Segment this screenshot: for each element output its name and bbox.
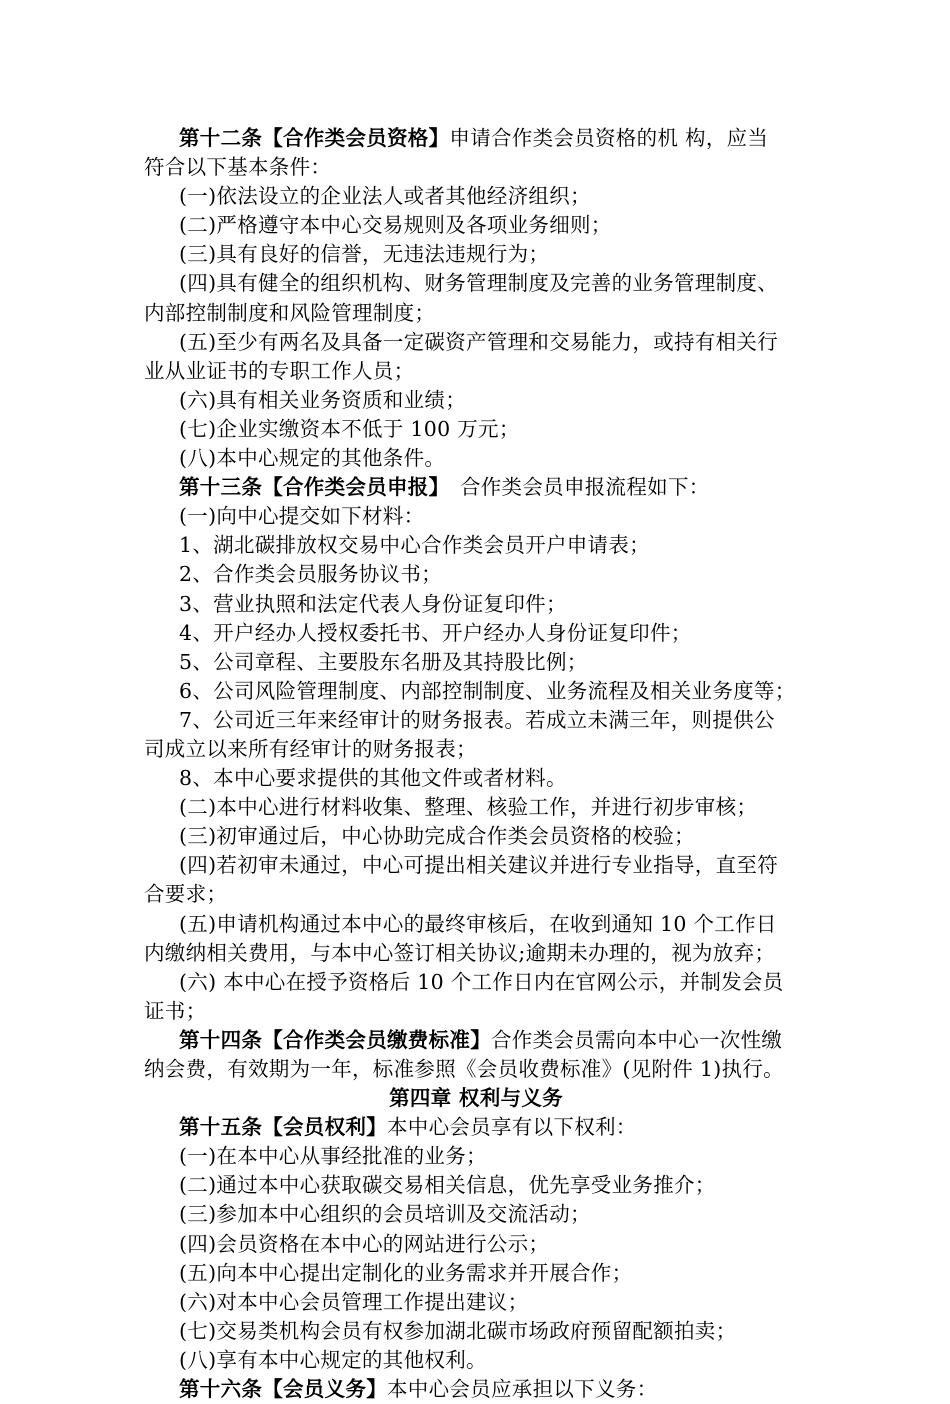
art13-item-1: (一)向中心提交如下材料： <box>179 504 425 529</box>
art15-item-7: (七)交易类机构会员有权参加湖北碳市场政府预留配额拍卖； <box>179 1318 737 1343</box>
art12-item-6: (六)具有相关业务资质和业绩； <box>179 387 466 412</box>
art13-material-4: 4、开户经办人授权委托书、开户经办人身份证复印件； <box>179 620 692 645</box>
art13-item-5b: 内缴纳相关费用，与本中心签订相关协议;逾期未办理的，视为放弃； <box>144 940 776 965</box>
art13-material-7b: 司成立以来所有经审计的财务报表； <box>144 736 477 761</box>
art13-item-4a: (四)若初审未通过，中心可提出相关建议并进行专业指导，直至符 <box>179 853 778 878</box>
art12-title: 第十二条【合作类会员资格】 <box>179 126 450 150</box>
art12-item-4b: 内部控制制度和风险管理制度； <box>144 300 436 325</box>
art13-material-3: 3、营业执照和法定代表人身份证复印件； <box>179 591 567 616</box>
chapter-heading: 第四章 权利与义务 <box>389 1086 563 1111</box>
art13-item-6a: (六) 本中心在授予资格后 10 个工作日内在官网公示，并制发会员 <box>179 969 784 994</box>
art15-item-1: (一)在本中心从事经批准的业务； <box>179 1144 487 1169</box>
art13-material-6: 6、公司风险管理制度、内部控制制度、业务流程及相关业务度等； <box>179 678 796 703</box>
art15-line-1: 第十五条【会员权利】本中心会员享有以下权利： <box>179 1115 637 1140</box>
art15-title: 第十五条【会员权利】 <box>179 1115 387 1140</box>
art13-material-1: 1、湖北碳排放权交易中心合作类会员开户申请表； <box>179 533 650 558</box>
art13-material-2: 2、合作类会员服务协议书； <box>179 562 442 587</box>
art15-item-5: (五)向本中心提出定制化的业务需求并开展合作； <box>179 1260 633 1285</box>
art15-item-3: (三)参加本中心组织的会员培训及交流活动； <box>179 1202 591 1227</box>
art13-title: 第十三条【合作类会员申报】 <box>179 475 440 500</box>
art13-line-1: 第十三条【合作类会员申报】 合作类会员申报流程如下： <box>179 475 710 500</box>
art15-item-2: (二)通过本中心获取碳交易相关信息，优先享受业务推介； <box>179 1173 716 1198</box>
art12-line-2: 符合以下基本条件： <box>144 155 332 180</box>
art12-item-7: (七)企业实缴资本不低于 100 万元； <box>179 416 520 441</box>
art12-item-2: (二)严格遵守本中心交易规则及各项业务细则； <box>179 213 612 238</box>
art13-item-3: (三)初审通过后，中心协助完成合作类会员资格的校验； <box>179 824 695 849</box>
art12-item-3: (三)具有良好的信誉，无违法违规行为； <box>179 242 550 267</box>
art16-title: 第十六条【会员义务】 <box>179 1377 387 1402</box>
art14-line-2: 纳会费，有效期为一年，标准参照《会员收费标准》(见附件 1)执行。 <box>144 1057 784 1081</box>
art12-item-5b: 业从业证书的专职工作人员； <box>144 358 415 383</box>
art12-item-1: (一)依法设立的企业法人或者其他经济组织； <box>179 184 591 209</box>
art15-item-6: (六)对本中心会员管理工作提出建议； <box>179 1289 529 1314</box>
art13-material-8: 8、本中心要求提供的其他文件或者材料。 <box>179 766 567 791</box>
art12-item-5a: (五)至少有两名及具备一定碳资产管理和交易能力，或持有相关行 <box>179 329 778 354</box>
art13-item-2: (二)本中心进行材料收集、整理、核验工作，并进行初步审核； <box>179 795 758 820</box>
art12-item-4a: (四)具有健全的组织机构、财务管理制度及完善的业务管理制度、 <box>179 271 778 296</box>
art13-material-5: 5、公司章程、主要股东名册及其持股比例； <box>179 649 588 674</box>
document-page <box>144 124 808 1404</box>
art15-item-8: (八)享有本中心规定的其他权利。 <box>179 1347 487 1372</box>
art14-title: 第十四条【合作类会员缴费标准】 <box>179 1027 491 1052</box>
art13-item-6b: 证书； <box>144 998 207 1023</box>
art12-line-1: 第十二条【合作类会员资格】申请合作类会员资格的机 构，应当 <box>179 126 769 150</box>
art14-line-1: 第十四条【合作类会员缴费标准】合作类会员需向本中心一次性缴 <box>179 1027 783 1052</box>
art15-item-4: (四)会员资格在本中心的网站进行公示； <box>179 1231 550 1256</box>
art13-material-7a: 7、公司近三年来经审计的财务报表。若成立未满三年，则提供公 <box>179 707 775 732</box>
art16-line-1: 第十六条【会员义务】本中心会员应承担以下义务： <box>179 1377 658 1402</box>
art13-item-4b: 合要求； <box>144 882 228 907</box>
art12-item-8: (八)本中心规定的其他条件。 <box>179 446 446 471</box>
art13-item-5a: (五)申请机构通过本中心的最终审核后，在收到通知 10 个工作日 <box>179 911 777 936</box>
